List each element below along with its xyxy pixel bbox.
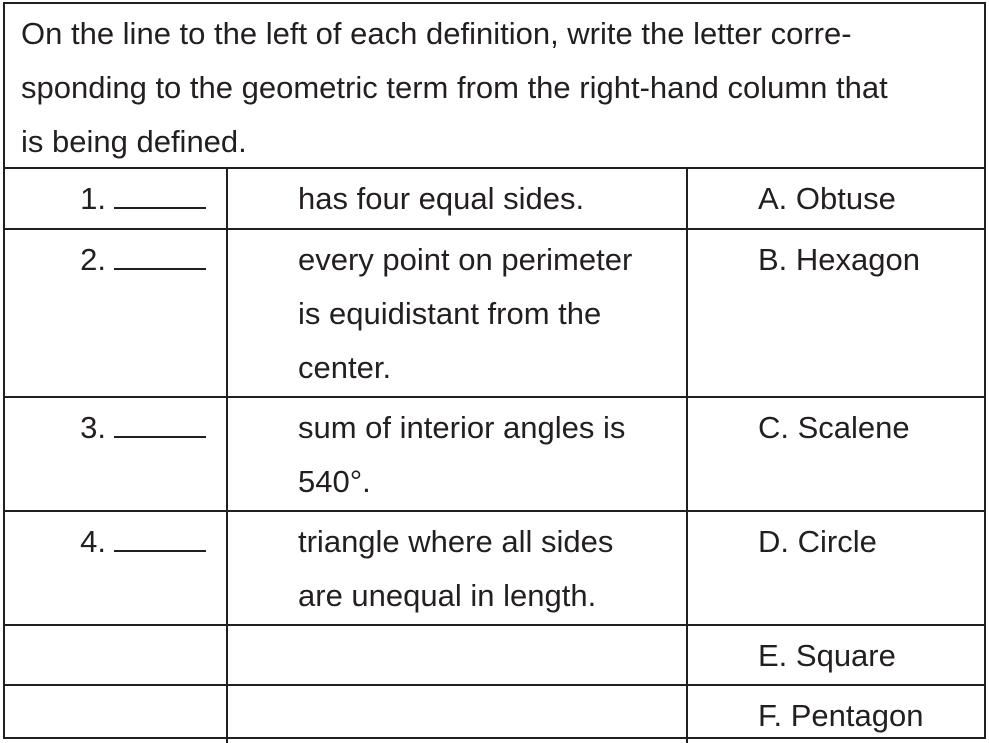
item-number-cell: [5, 685, 227, 743]
definition-cell: [227, 511, 687, 625]
term: F. Pentagon: [758, 698, 924, 733]
table-row: [5, 685, 984, 743]
definition-line: 540°.: [298, 464, 371, 499]
table-row: [5, 625, 984, 685]
item-number-cell: [5, 229, 227, 397]
answer-blank[interactable]: [114, 244, 206, 270]
definition-line: are unequal in length.: [298, 578, 597, 613]
definition-line: every point on perimeter: [298, 242, 633, 277]
item-number-cell: [5, 169, 227, 229]
item-number: 3.: [80, 410, 106, 445]
item-number: 1.: [80, 181, 106, 216]
definition-cell: [227, 625, 687, 685]
table-row: [5, 511, 984, 625]
instructions-line: sponding to the geometric term from the right-hand column that: [21, 70, 888, 105]
answer-blank[interactable]: [114, 183, 206, 209]
term-cell: [687, 511, 984, 625]
table-row: [5, 169, 984, 229]
item-number: 2.: [80, 242, 106, 277]
item-number-cell: [5, 625, 227, 685]
term: D. Circle: [758, 524, 877, 559]
definition-cell: [227, 169, 687, 229]
instructions: [5, 4, 984, 169]
item-number-cell: [5, 511, 227, 625]
term-cell: [687, 625, 984, 685]
item-number: 4.: [80, 524, 106, 559]
term: A. Obtuse: [758, 181, 896, 216]
instructions-line: On the line to the left of each definition, write the letter corre-: [21, 16, 852, 51]
term-cell: [687, 397, 984, 511]
definition-cell: [227, 685, 687, 743]
instructions-line: is being defined.: [21, 124, 247, 159]
definition-line: center.: [298, 350, 392, 385]
table-row: [5, 397, 984, 511]
answer-blank[interactable]: [114, 526, 206, 552]
term: C. Scalene: [758, 410, 910, 445]
matching-table: [5, 169, 984, 743]
definition-line: is equidistant from the: [298, 296, 602, 331]
table-row: [5, 229, 984, 397]
definition-cell: [227, 229, 687, 397]
term-cell: [687, 169, 984, 229]
definition-line: sum of interior angles is: [298, 410, 626, 445]
definition-cell: [227, 397, 687, 511]
term: E. Square: [758, 638, 896, 673]
item-number-cell: [5, 397, 227, 511]
term-cell: [687, 229, 984, 397]
worksheet: [3, 2, 986, 739]
term: B. Hexagon: [758, 242, 920, 277]
definition-line: has four equal sides.: [298, 181, 585, 216]
definition-line: triangle where all sides: [298, 524, 614, 559]
answer-blank[interactable]: [114, 412, 206, 438]
term-cell: [687, 685, 984, 743]
